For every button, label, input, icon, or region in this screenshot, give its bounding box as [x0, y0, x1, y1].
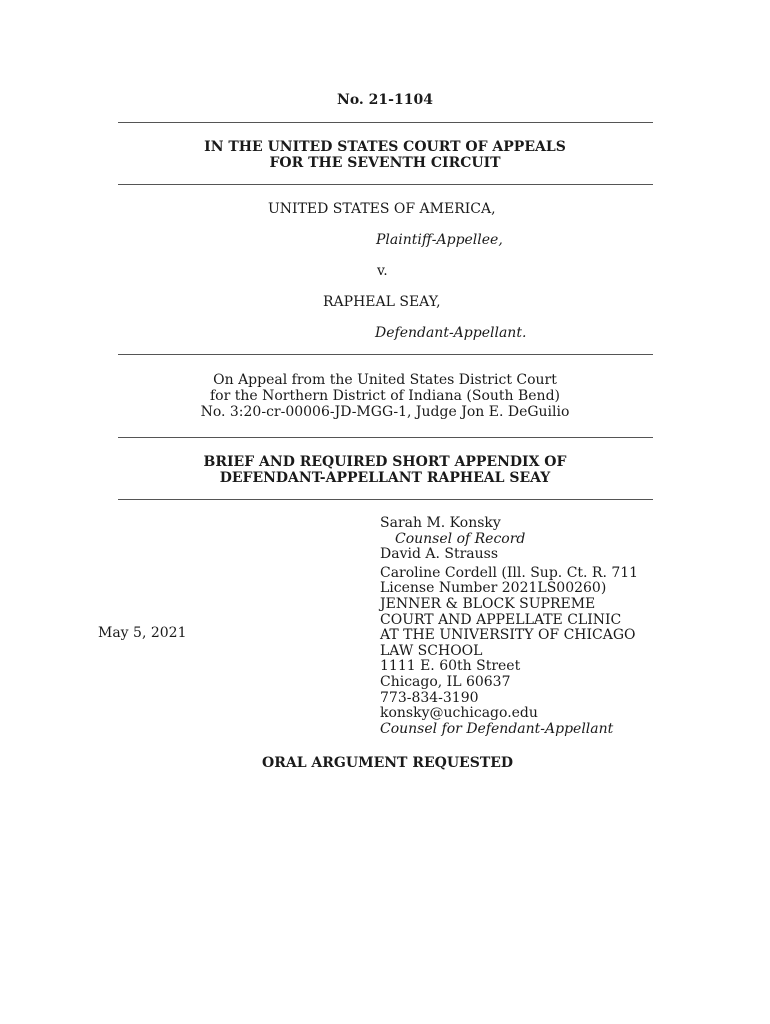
- appeal-line-2: for the Northern District of Indiana (South Bend): [210, 388, 560, 404]
- brief-title: [0, 454, 770, 486]
- counsel-line: License Number 2021LS00260): [380, 580, 607, 597]
- counsel-line: Sarah M. Konsky: [380, 515, 501, 531]
- divider-rule: [118, 354, 653, 355]
- appeal-line-3: No. 3:20-cr-00006-JD-MGG-1, Judge Jon E. DeGuilio: [200, 404, 570, 420]
- court-heading: [0, 139, 770, 171]
- counsel-line: Chicago, IL 60637: [380, 673, 511, 690]
- case-number: No. 21-1104: [337, 92, 433, 108]
- appeal-info: [0, 372, 770, 420]
- counsel-line: Counsel of Record: [395, 530, 526, 547]
- counsel-email[interactable]: konsky@uchicago.edu: [380, 705, 538, 722]
- counsel-line: 773-834-3190: [380, 689, 479, 706]
- counsel-line: JENNER & BLOCK SUPREME: [380, 595, 596, 612]
- defendant-role: Defendant-Appellant.: [375, 325, 527, 341]
- counsel-line: David A. Strauss: [380, 546, 499, 563]
- filing-date: May 5, 2021: [98, 625, 187, 641]
- counsel-line: Caroline Cordell (Ill. Sup. Ct. R. 711: [380, 564, 639, 581]
- divider-rule: [118, 499, 653, 500]
- divider-rule: [118, 122, 653, 123]
- counsel-line: LAW SCHOOL: [380, 642, 483, 659]
- plaintiff-role: Plaintiff-Appellee,: [376, 232, 503, 248]
- counsel-line: 1111 E. 60th Street: [380, 658, 521, 675]
- court-line-2: FOR THE SEVENTH CIRCUIT: [269, 155, 501, 171]
- oral-argument-notice: ORAL ARGUMENT REQUESTED: [262, 755, 514, 771]
- plaintiff-name: UNITED STATES OF AMERICA,: [268, 201, 496, 217]
- appeal-line-1: On Appeal from the United States District Court: [213, 372, 557, 388]
- brief-title-line-1: BRIEF AND REQUIRED SHORT APPENDIX OF: [203, 454, 567, 470]
- counsel-line: AT THE UNIVERSITY OF CHICAGO: [380, 627, 636, 644]
- versus: v.: [377, 263, 388, 279]
- divider-rule: [118, 437, 653, 438]
- divider-rule: [118, 184, 653, 185]
- counsel-line: Counsel for Defendant-Appellant: [380, 720, 614, 737]
- defendant-name: RAPHEAL SEAY,: [323, 294, 441, 310]
- counsel-block: [380, 516, 638, 737]
- brief-title-line-2: DEFENDANT-APPELLANT RAPHEAL SEAY: [219, 470, 551, 486]
- court-line-1: IN THE UNITED STATES COURT OF APPEALS: [204, 139, 566, 155]
- counsel-line: COURT AND APPELLATE CLINIC: [380, 611, 622, 628]
